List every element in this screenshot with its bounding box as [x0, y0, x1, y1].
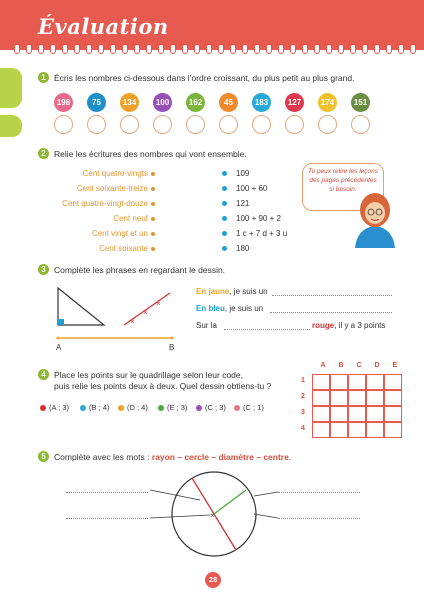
right-match-dot[interactable] [222, 201, 227, 206]
number-circles [54, 93, 384, 133]
grid-cell[interactable] [348, 406, 366, 422]
spiral-ring [314, 44, 320, 54]
point-code-label: (A ; 3) [49, 403, 70, 412]
sentence-red-rest: , il y a 3 points [334, 321, 386, 330]
right-match-dot[interactable] [222, 231, 227, 236]
left-match-dot[interactable] [151, 217, 155, 221]
spiral-ring [170, 44, 176, 54]
point-b-marker [171, 337, 174, 340]
number-circle: 174 [318, 93, 337, 112]
right-triangle [58, 288, 104, 325]
cross-point-1: × [130, 317, 135, 326]
exercise-1-question: Écris les nombres ci-dessous dans l’ordre croissant, du plus petit au plus grand. [54, 73, 355, 83]
grid-cell[interactable] [384, 390, 402, 406]
sentence-red-start: Sur la [196, 321, 217, 330]
number-circle: 75 [87, 93, 106, 112]
left-text-item: Cent vingt et un [91, 229, 148, 238]
spiral-ring [302, 44, 308, 54]
exercise-4-question-line2: puis relie les points deux à deux. Quel dessin obtiens-tu ? [54, 381, 272, 391]
point-color-dot [234, 405, 240, 411]
grid-column-label: D [374, 362, 380, 369]
spiral-ring [98, 44, 104, 54]
answer-circle[interactable] [351, 115, 370, 134]
grid-column-label: E [392, 362, 398, 369]
right-match-dot[interactable] [222, 171, 227, 176]
exercise-4-question-line1: Place les points sur le quadrillage selon leur code, [54, 370, 244, 380]
center-mark: × [210, 511, 215, 520]
page-number: 28 [205, 572, 221, 588]
point-code-item [196, 403, 226, 412]
point-code-label: (C ; 1) [243, 403, 264, 412]
left-match-dot[interactable] [151, 172, 155, 176]
page-title: Évaluation [38, 14, 169, 39]
exercise-number-4: 4 [38, 369, 49, 380]
number-circle: 198 [54, 93, 73, 112]
spiral-ring [218, 44, 224, 54]
grid-cell[interactable] [366, 374, 384, 390]
grid-row-label: 2 [301, 393, 305, 400]
pointer-2 [150, 515, 210, 518]
exercise-2-question: Relie les écritures des nombres qui vont ensemble. [54, 149, 247, 159]
point-color-dot [118, 405, 124, 411]
spiral-ring [290, 44, 296, 54]
side-tab-top [0, 68, 22, 108]
answer-circle[interactable] [54, 115, 73, 134]
answer-line-5c[interactable] [278, 492, 360, 493]
right-number-item: 100 + 90 + 2 [236, 214, 281, 223]
answer-line-blue[interactable] [270, 312, 392, 313]
number-circle: 45 [219, 93, 238, 112]
right-match-dot[interactable] [222, 246, 227, 251]
spiral-ring [266, 44, 272, 54]
exercise-number-5: 5 [38, 451, 49, 462]
left-text-item: Cent soixante-treize [76, 184, 148, 193]
point-a-marker [57, 337, 60, 340]
answer-circle[interactable] [285, 115, 304, 134]
point-code-label: (B ; 4) [89, 403, 110, 412]
point-code-item [80, 403, 109, 412]
spiral-ring [62, 44, 68, 54]
grid-column-label: B [338, 362, 344, 369]
spiral-ring [278, 44, 284, 54]
spiral-ring [158, 44, 164, 54]
spiral-ring [122, 44, 128, 54]
point-code-item [40, 403, 69, 412]
point-code-label: (E ; 3) [167, 403, 188, 412]
left-text-item: Cent quatre-vingt-douze [62, 199, 148, 208]
spiral-ring [134, 44, 140, 54]
answer-circle[interactable] [120, 115, 139, 134]
spiral-ring [146, 44, 152, 54]
number-circle: 162 [186, 93, 205, 112]
spiral-ring [110, 44, 116, 54]
grid-cell[interactable] [366, 406, 384, 422]
point-code-item [234, 403, 264, 412]
left-text-item: Cent neuf [113, 214, 148, 223]
spiral-ring [338, 44, 344, 54]
spiral-ring [242, 44, 248, 54]
pointer-3 [254, 492, 278, 496]
grid-cell[interactable] [384, 374, 402, 390]
grid-cell[interactable] [312, 406, 330, 422]
point-a-label: A [56, 343, 62, 352]
exercise-5-question [54, 452, 291, 462]
hint-bubble: Tu peux relire les leçons des pages précédentes si besoin. [302, 163, 384, 211]
answer-circle[interactable] [318, 115, 337, 134]
sentence-yellow-rest: , je suis un [229, 287, 268, 296]
spiral-ring [14, 44, 20, 54]
grid-cell[interactable] [384, 406, 402, 422]
right-number-item: 100 + 60 [236, 184, 268, 193]
right-number-item: 180 [236, 244, 250, 253]
right-number-item: 1 c + 7 d + 3 u [236, 229, 288, 238]
grid-row-label: 3 [301, 409, 305, 416]
exercise-5-words: rayon – cercle – diamètre – centre [151, 452, 289, 462]
left-match-dot[interactable] [151, 232, 155, 236]
spiral-ring [26, 44, 32, 54]
number-circle: 183 [252, 93, 271, 112]
exercise-5-question-end: . [288, 452, 292, 462]
circle-figure [150, 466, 280, 566]
grid-cell[interactable] [366, 390, 384, 406]
cross-point-3: × [156, 299, 161, 308]
grid-cell[interactable] [366, 422, 384, 438]
header-banner [0, 0, 424, 50]
spiral-ring [326, 44, 332, 54]
spiral-ring [362, 44, 368, 54]
right-match-dot[interactable] [222, 216, 227, 221]
left-text-item: Cent soixante [99, 244, 148, 253]
radius-line [214, 490, 246, 514]
grid-cell[interactable] [330, 406, 348, 422]
spiral-ring [386, 44, 392, 54]
exercise-3-question: Complète les phrases en regardant le dessin. [54, 265, 226, 275]
cross-point-2: × [143, 308, 148, 317]
sentence-red-end [312, 321, 385, 330]
right-number-item: 109 [236, 169, 250, 178]
right-match-dot[interactable] [222, 186, 227, 191]
sentence-blue [196, 304, 263, 313]
spiral-ring [230, 44, 236, 54]
spiral-ring [50, 44, 56, 54]
grid-column-label: C [356, 362, 362, 369]
point-b-label: B [169, 343, 175, 352]
answer-line-5b[interactable] [66, 518, 148, 519]
girl-illustration [345, 188, 405, 248]
spiral-ring [206, 44, 212, 54]
grid-column-label: A [320, 362, 326, 369]
point-code-item [118, 403, 148, 412]
spiral-ring [74, 44, 80, 54]
answer-line-5a[interactable] [66, 492, 148, 493]
grid-cell[interactable] [312, 374, 330, 390]
number-circle: 100 [153, 93, 172, 112]
answer-line-red[interactable] [224, 329, 310, 330]
right-angle-marker [58, 319, 64, 325]
spiral-ring [398, 44, 404, 54]
grid-cell[interactable] [384, 422, 402, 438]
point-color-dot [196, 405, 202, 411]
number-circle: 127 [285, 93, 304, 112]
spiral-ring [374, 44, 380, 54]
left-text-item: Cent quatre-vingts [82, 169, 148, 178]
point-code-label: (C ; 3) [205, 403, 226, 412]
grid-cell[interactable] [312, 422, 330, 438]
point-code-label: (D ; 4) [127, 403, 148, 412]
answer-circle[interactable] [153, 115, 172, 134]
exercise-number-1: 1 [38, 72, 49, 83]
answer-circle[interactable] [87, 115, 106, 134]
grid-cell[interactable] [330, 422, 348, 438]
grid-row-label: 4 [301, 425, 305, 432]
side-tab-bottom [0, 115, 22, 137]
point-color-dot [158, 405, 164, 411]
exercise-number-2: 2 [38, 148, 49, 159]
answer-line-yellow[interactable] [272, 295, 392, 296]
grid-row-label: 1 [301, 377, 305, 384]
pointer-4 [254, 514, 278, 518]
number-circle: 151 [351, 93, 370, 112]
answer-circle[interactable] [186, 115, 205, 134]
number-circle: 134 [120, 93, 139, 112]
left-match-dot[interactable] [151, 202, 155, 206]
spiral-ring [194, 44, 200, 54]
spiral-ring [182, 44, 188, 54]
grid-cell[interactable] [330, 390, 348, 406]
grid-cell[interactable] [312, 390, 330, 406]
spiral-ring [38, 44, 44, 54]
grid-cell[interactable] [330, 374, 348, 390]
blue-word: En bleu [196, 304, 225, 313]
answer-circle[interactable] [252, 115, 271, 134]
exercise-5-question-start: Complète avec les mots : [54, 452, 150, 462]
spiral-ring [410, 44, 416, 54]
point-code-item [158, 403, 187, 412]
right-number-item: 121 [236, 199, 250, 208]
answer-line-5d[interactable] [278, 518, 360, 519]
point-color-dot [40, 405, 46, 411]
answer-circle[interactable] [219, 115, 238, 134]
grid-cell[interactable] [348, 390, 366, 406]
sentence-yellow [196, 287, 268, 296]
grid-cell[interactable] [348, 374, 366, 390]
left-match-dot[interactable] [151, 247, 155, 251]
exercise-number-3: 3 [38, 264, 49, 275]
point-color-dot [80, 405, 86, 411]
spiral-rings [0, 44, 424, 54]
red-word: rouge [312, 321, 335, 330]
yellow-word: En jaune [196, 287, 230, 296]
left-match-dot[interactable] [151, 187, 155, 191]
girl-shirt [355, 226, 395, 248]
spiral-ring [86, 44, 92, 54]
spiral-ring [350, 44, 356, 54]
geometry-figure [40, 283, 190, 353]
sentence-blue-rest: , je suis un [224, 304, 264, 313]
grid-cell[interactable] [348, 422, 366, 438]
spiral-ring [254, 44, 260, 54]
